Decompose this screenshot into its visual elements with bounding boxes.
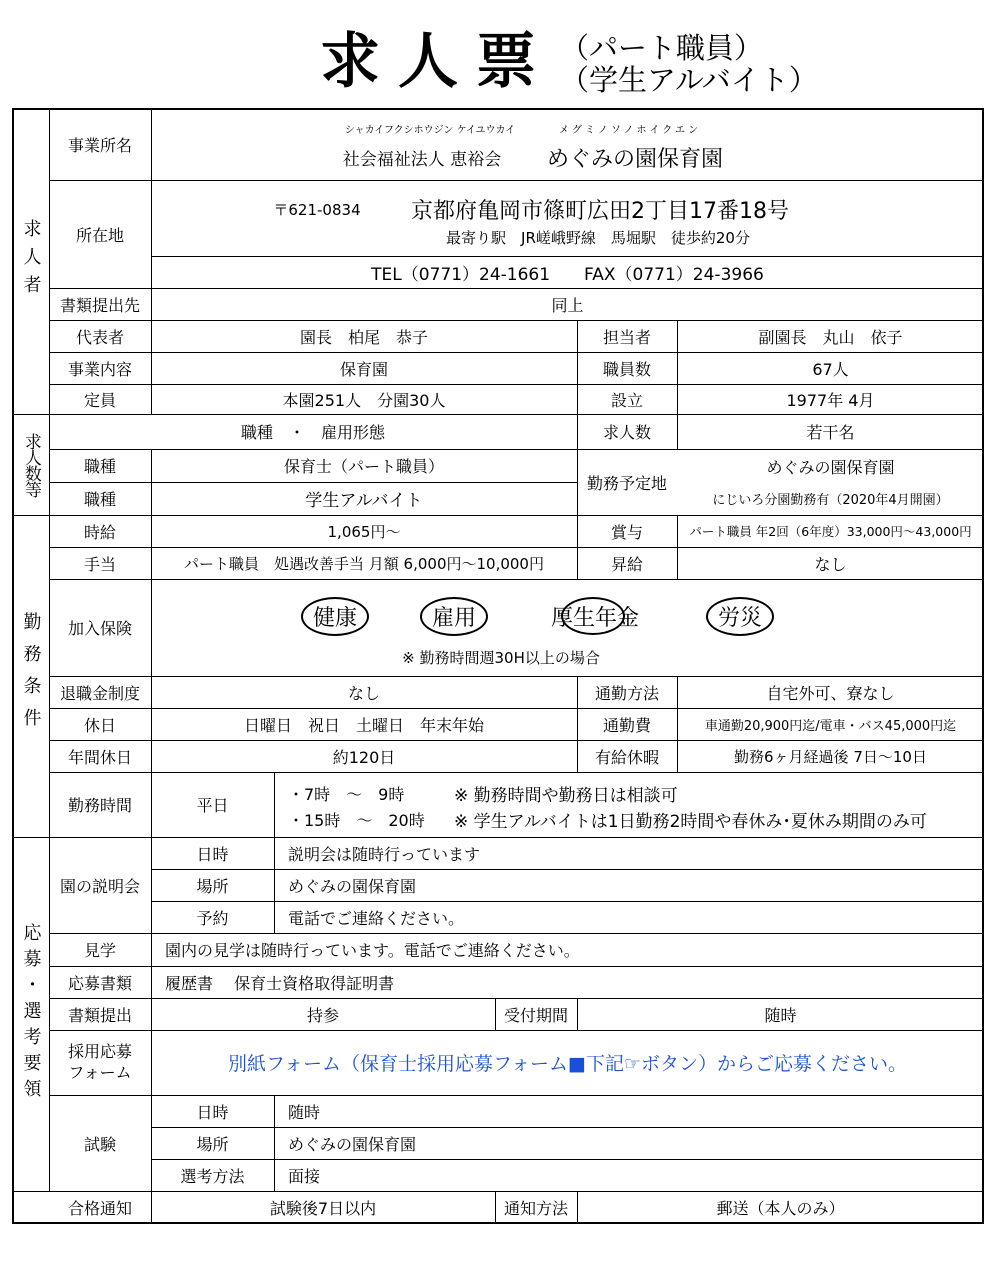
- doc-submission-value: 持参: [306, 1005, 339, 1025]
- annual-holidays-value: 約120日: [332, 747, 396, 767]
- job-type-2-label: 職種: [83, 490, 116, 509]
- bonus-label: 賞与: [610, 522, 643, 542]
- business-label: 事業内容: [67, 359, 132, 379]
- raise-value: なし: [814, 554, 847, 574]
- allowance-label: 手当: [83, 554, 116, 574]
- representative-label: 代表者: [75, 327, 124, 347]
- visit-value: 園内の見学は随時行っています。電話でご連絡ください。: [165, 941, 580, 960]
- raise-label: 昇給: [610, 554, 643, 574]
- founded-label: 設立: [610, 390, 643, 410]
- exam-place-value: めぐみの園保育園: [288, 1134, 417, 1154]
- capacity-value: 本園251人 分園30人: [282, 390, 446, 410]
- exam-date-value: 随時: [288, 1102, 321, 1122]
- openings-count-value: 若干名: [806, 423, 855, 442]
- openings-count-label: 求人数: [602, 423, 651, 442]
- work-location-label: 勤務予定地: [586, 473, 667, 493]
- retirement-label: 退職金制度: [59, 683, 140, 703]
- insurance-health: 健康: [296, 594, 374, 638]
- office-kana-name: メグミノソノホイクエン: [558, 124, 702, 136]
- work-location-value: めぐみの園保育園: [766, 457, 895, 477]
- job-type-1-label: 職種: [83, 457, 116, 476]
- documents-value: 履歴書 保育士資格取得証明書: [165, 973, 395, 993]
- section-conditions: 勤務条件: [20, 612, 42, 740]
- commute-method-label: 通勤方法: [594, 683, 659, 703]
- insurance-pension-circle: [560, 596, 626, 636]
- section-openings: 求人数等: [20, 432, 41, 497]
- office-kana-corp: シャカイフクシホウジン ケイユウカイ: [344, 124, 516, 136]
- postal-code: 〒621-0834: [273, 200, 361, 219]
- holidays-label: 休日: [83, 715, 116, 735]
- job-type-1-value: 保育士（パート職員）: [283, 457, 444, 476]
- exam-method-value: 面接: [288, 1166, 321, 1186]
- session-place-label: 場所: [196, 876, 229, 896]
- founded-value: 1977年 4月: [786, 390, 875, 410]
- result-notice-value: 試験後7日以内: [269, 1199, 377, 1218]
- application-form-link[interactable]: 別紙フォーム（保育士採用応募フォーム■下記☞ボタン）からご応募ください。: [227, 1053, 908, 1075]
- phone-fax: TEL（0771）24-1661 FAX（0771）24-3966: [371, 264, 764, 285]
- session-reserve-label: 予約: [196, 908, 229, 928]
- address-label: 所在地: [75, 225, 124, 245]
- notify-method-value: 郵送（本人のみ）: [716, 1199, 845, 1218]
- info-session-label: 園の説明会: [59, 876, 140, 896]
- hours-note-1: ※ 勤務時間や勤務日は相談可: [454, 785, 678, 806]
- commute-cost-value: 車通勤20,900円迄/電車・バス45,000円迄: [704, 718, 957, 734]
- exam-place-label: 場所: [196, 1134, 229, 1154]
- work-hours-label: 勤務時間: [67, 796, 132, 815]
- insurance-pension: 厚生年金: [550, 605, 639, 631]
- acceptance-period-value: 随時: [764, 1005, 797, 1025]
- job-type-2-value: 学生アルバイト: [305, 491, 423, 511]
- representative-value: 園長 柏尾 恭子: [299, 327, 428, 347]
- application-form-label: 採用応募 フォーム: [67, 1041, 132, 1082]
- job-type-header: 職種 ・ 雇用形態: [240, 423, 385, 442]
- subtitle-part-time: （パート職員）: [560, 31, 764, 65]
- annual-holidays-label: 年間休日: [67, 747, 132, 767]
- contact-person-value: 副園長 丸山 依子: [758, 327, 903, 347]
- page-title: 求人票: [320, 27, 554, 97]
- submit-to-label: 書類提出先: [59, 295, 140, 315]
- visit-label: 見学: [83, 941, 116, 960]
- result-notice-label: 合格通知: [67, 1199, 132, 1218]
- section-employer: 求人者: [20, 219, 42, 303]
- holidays-value: 日曜日 祝日 土曜日 年末年始: [243, 715, 484, 735]
- contact-person-label: 担当者: [602, 327, 651, 347]
- doc-submission-label: 書類提出: [67, 1005, 132, 1025]
- shift-morning: ・7時 ～ 9時: [288, 784, 405, 804]
- capacity-label: 定員: [83, 390, 116, 410]
- exam-date-label: 日時: [196, 1102, 229, 1122]
- work-location-note: にじいろ分園勤務有（2020年4月開園）: [712, 492, 949, 508]
- hours-note-2: ※ 学生アルバイトは1日勤務2時間や春休み･夏休み期間のみ可: [454, 811, 927, 832]
- allowance-value: パート職員 処遇改善手当 月額 6,000円～10,000円: [184, 554, 544, 573]
- insurance-employment: 雇用: [412, 594, 496, 638]
- address: 京都府亀岡市篠町広田2丁目17番18号: [411, 198, 789, 224]
- paid-leave-value: 勤務6ヶ月経過後 7日～10日: [734, 747, 927, 766]
- exam-method-label: 選考方法: [180, 1166, 245, 1186]
- paid-leave-label: 有給休暇: [594, 747, 659, 767]
- submit-to-value: 同上: [551, 295, 584, 315]
- subtitle-student: （学生アルバイト）: [560, 63, 818, 97]
- office-name-label: 事業所名: [67, 135, 132, 155]
- commute-cost-label: 通勤費: [602, 715, 651, 735]
- hourly-wage-value: 1,065円～: [327, 522, 401, 541]
- office-corporation: 社会福祉法人 恵裕会: [342, 149, 502, 170]
- session-date-value: 説明会は随時行っています: [288, 844, 481, 864]
- insurance-label: 加入保険: [67, 619, 132, 638]
- bonus-value: パート職員 年2回（6年度）33,000円～43,000円: [689, 524, 972, 539]
- commute-method-value: 自宅外可、寮なし: [766, 683, 895, 703]
- exam-label: 試験: [83, 1134, 116, 1154]
- staff-count-label: 職員数: [602, 359, 651, 379]
- session-place-value: めぐみの園保育園: [288, 876, 417, 896]
- session-date-label: 日時: [196, 844, 229, 864]
- nearest-station: 最寄り駅 JR嵯峨野線 馬堀駅 徒歩約20分: [446, 228, 750, 247]
- hourly-wage-label: 時給: [83, 522, 116, 542]
- staff-count-value: 67人: [812, 359, 849, 379]
- documents-label: 応募書類: [67, 973, 132, 993]
- office-name: めぐみの園保育園: [546, 146, 723, 172]
- section-application: 応募・選考要領: [20, 923, 42, 1105]
- weekday-label: 平日: [196, 796, 229, 815]
- session-reserve-value: 電話でご連絡ください。: [288, 908, 465, 928]
- shift-evening: ・15時 ～ 20時: [288, 810, 425, 830]
- retirement-value: なし: [347, 683, 380, 703]
- insurance-accident: 労災: [698, 594, 782, 638]
- insurance-note: ※ 勤務時間週30H以上の場合: [402, 648, 600, 667]
- notify-method-label: 通知方法: [503, 1199, 568, 1218]
- acceptance-period-label: 受付期間: [503, 1005, 568, 1025]
- business-value: 保育園: [339, 359, 388, 379]
